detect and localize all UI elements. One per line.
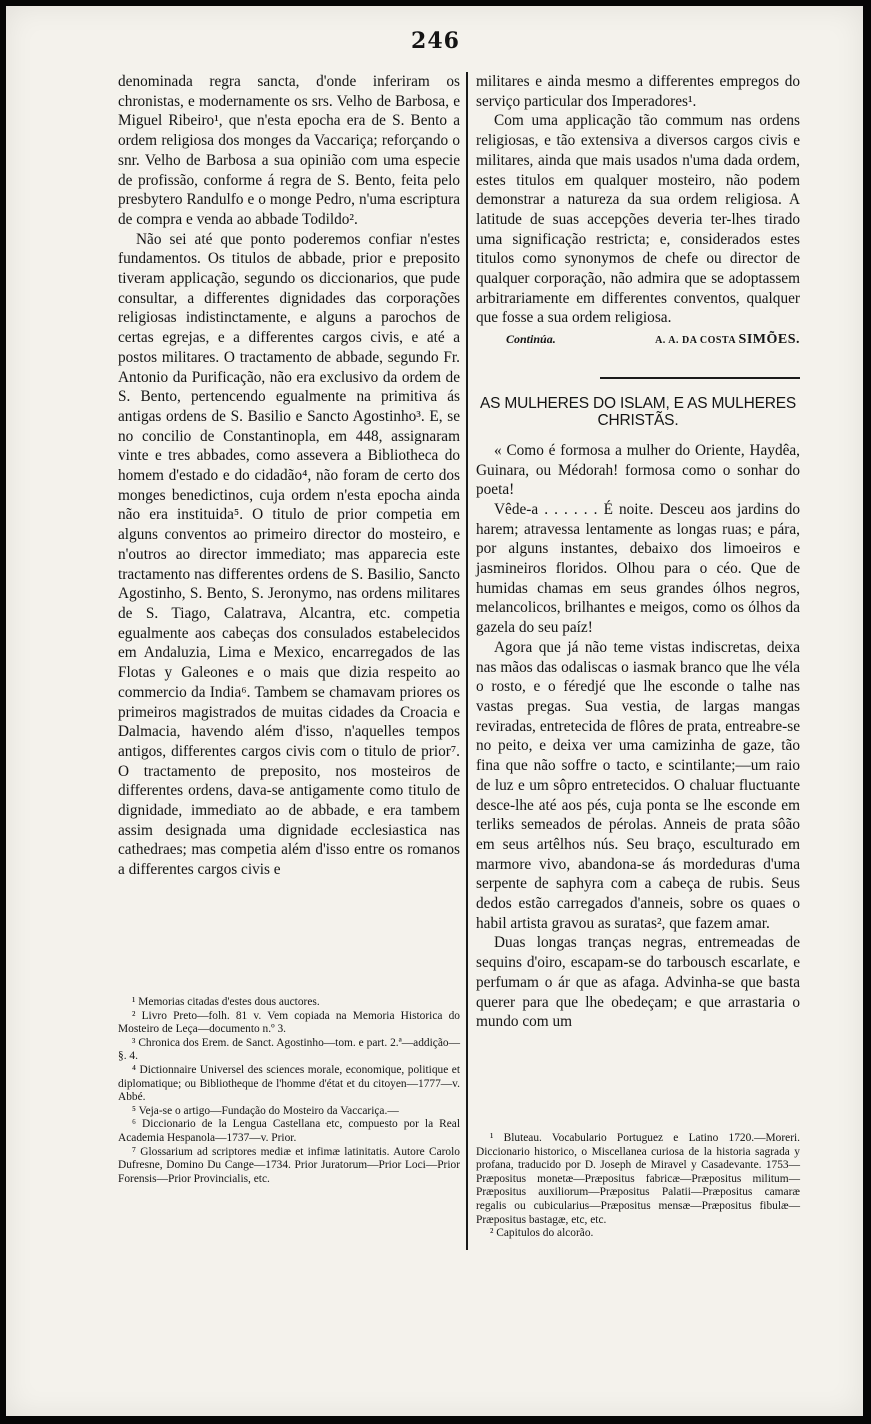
right-footnotes — [476, 1132, 800, 1241]
footnote: ¹ Memorias citadas d'estes dous auctores. — [132, 996, 320, 1008]
section-rule — [600, 377, 800, 379]
paragraph: denominada regra sancta, d'onde inferiram os chronistas, e modernamente os srs. Velho de Barbosa, e Miguel Ribeiro¹, que n'esta epocha era de S. Bento a ordem religiosa dos monges da Vaccariça; reforçando o snr. Velho de Barbosa a sua opinião com uma especie de profissão, conforme á regra de S. Bento, feita pelo presbytero Randulfo e o monge Pedro, n'uma escriptura de compra e venda ao abbade Todildo². — [118, 73, 460, 228]
column-divider — [466, 72, 468, 1250]
paragraph: Vêde-a . . . . . . É noite. Desceu aos jardins do harem; atravessa lentamente as longas ruas; e pára, por alguns instantes, debaixo dos limoeiros e jasmineiros floridos. Olhou para o céo. Que de humidas chamas em seus grandes ólhos negros, melancolicos, brilhantes e meigos, como os ólhos da gazela do seu paíz! — [476, 500, 800, 637]
article-title-line: AS MULHERES DO ISLAM, E AS MULHERES — [479, 394, 796, 412]
footnote: ⁷ Glossarium ad scriptores mediæ et infimæ latinitatis. Autore Carolo Dufresne, Domino Du Cange—1734. Prior Juratorum—Prior Loci—Prior Forensis—Prior Provincialis, etc. — [118, 1145, 460, 1185]
paragraph: Agora que já não teme vistas indiscretas, deixa nas mãos das odaliscas o iasmak branco que lhe véla o rosto, e o féredjé que lhe esconde o talhe nas vastas pregas. Sua vestia, de largas mangas reviradas, entretecida de flôres de prata, entreabre-se no peito, e deixa ver uma camizinha de gaze, tão fina que não soffre o tacto, e scintilante;—um raio de luz e um sôpro entretecidos. O chaluar fluctuante desce-lhe até aos pés, cuja ponta se lhe esconde em terliks semeados de pérolas. Anneis de prata sôão em seus artêlhos nús. Seu braço, esculturado em marmore vivo, abandona-se ás mordeduras d'uma serpente de saphyra com a cabeça de rubis. Seus dedos estão carregados d'anneis, sobre os quaes o habil artista gravou as suratas², que fazem amar. — [476, 638, 800, 932]
article-title-line: CHRISTÃS. — [597, 411, 679, 429]
paragraph: « Como é formosa a mulher do Oriente, Haydêa, Guinara, ou Médorah! formosa como o sonhar do poeta! — [476, 441, 800, 499]
paragraph: Com uma applicação tão commum nas ordens religiosas, e tão extensiva a diversos cargos civis e militares, ainda que mais usados n'uma dada ordem, estes titulos em qualquer mosteiro, não podem demonstrar a natureza da sua ordem religiosa. A latitude de suas accepções deveria ter-lhes tirado uma significação restricta; e, considerados estes titulos como synonymos de chefe ou director de qualquer corporação, não admira que se adoptassem arbitrariamente em differentes conventos, qualquer que fosse a sua ordem religiosa. — [476, 112, 800, 327]
footnote: ¹ Bluteau. Vocabulario Portuguez e Latino 1720.—Moreri. Diccionario historico, o Miscellanea curiosa de la historia sagrada y profana, traducido por D. Joseph de Miravel y Casadevante. 1753—Præpositus monetæ—Præpositus fabricæ—Præpositus militum—Præpositus auxiliorum—Præpositus Palatii—Præpositus camaræ regalis ou cubicularius—Præpositus mensæ—Præpositus fibulæ—Præpositus bastagæ, etc, etc. — [476, 1132, 800, 1226]
footnote: ⁵ Veja-se o artigo—Fundação do Mosteiro da Vaccariça.— — [132, 1104, 399, 1117]
right-column — [476, 72, 800, 1032]
continua-label: Continúa. — [506, 332, 556, 347]
paragraph: militares e ainda mesmo a differentes empregos do serviço particular dos Imperadores¹. — [476, 73, 800, 110]
paragraph: Não sei até que ponto poderemos confiar n'estes fundamentos. Os titulos de abbade, prior e preposito tiveram applicação, segundo os diccionarios, que pude consultar, a differentes dignidades das corporações religiosas indistinctamente, e alguns a parochos de certas egrejas, e a differentes cargos civis, e até a postos militares. O tractamento de abbade, segundo Fr. Antonio da Purificação, não era exclusivo da ordem de S. Bento, pertencendo egualmente na primitiva ás antigas ordens de S. Basilio e Sancto Agostinho³. E, se no concilio de Constantinopla, em 448, assignaram vinte e tres abbades, como assevera a Bibliotheca do homem d'estado e do cidadão⁴, não foram de certo dos monges benedictinos, cuja ordem n'esta epocha ainda não era instituida⁵. O titulo de prior competia em alguns conventos ao primeiro director do mosteiro, e n'outros ao director immediato; mas apparecia este tractamento nas differentes ordens de S. Basilio, Sancto Agostinho, S. Bento, S. Jeronymo, nas ordens militares de S. Tiago, Calatrava, Alcantra, etc. competia egualmente aos cabeças dos consulados estabelecidos em Andaluzia, Lima e Mexico, encarregados de las Flotas y Galeones e o mais que dizia respeito ao commercio da India⁶. Tambem se chamavam priores os primeiros magistrados de muitas cidades da Croacia e Dalmacia, havendo além d'isso, n'aquelles tempos antigos, differentes cargos civis com o titulo de prior⁷. O tractamento de preposito, nos mosteiros de differentes ordens, dava-se antigamente como titulo de dignidade, immediato ao de abbade, e era tambem assim designada uma dignidade ecclesiastica nas cathedraes; mas competia além d'isso entre os romanos a differentes cargos civis e — [118, 230, 460, 879]
author-prefix: A. A. DA COSTA — [655, 335, 736, 347]
paragraph: Duas longas tranças negras, entremeadas de sequins d'oiro, escapam-se do tarbousch escarlate, e perfumam o ár que as afaga. Advinha-se que basta querer para que lhe obedeçam; e que arrastaria o mundo com um — [476, 934, 800, 1031]
footnote: ⁴ Dictionnaire Universel des sciences morale, economique, politique et diplomatique; ou Bibliotheque de l'homme d'état et du citoyen—1777—v. Abbé. — [118, 1063, 460, 1104]
footnote: ² Livro Preto—folh. 81 v. Vem copiada na Memoria Historica do Mosteiro de Leça—documento n.º 3. — [118, 1009, 460, 1036]
footnote: ³ Chronica dos Erem. de Sanct. Agostinho—tom. e part. 2.ª—addição—§. 4. — [118, 1036, 460, 1063]
article-signature — [476, 330, 800, 351]
page-number: 246 — [411, 28, 460, 54]
author-surname: SIMÕES. — [738, 332, 800, 348]
article-title — [476, 395, 800, 429]
left-column — [118, 72, 460, 880]
left-footnotes — [118, 996, 460, 1186]
footnote: ² Capitulos do alcorão. — [490, 1227, 594, 1240]
author-name — [655, 330, 800, 351]
footnote: ⁶ Diccionario de la Lengua Castellana etc, compuesto por la Real Academia Hespanola—1737—v. Prior. — [118, 1118, 460, 1144]
